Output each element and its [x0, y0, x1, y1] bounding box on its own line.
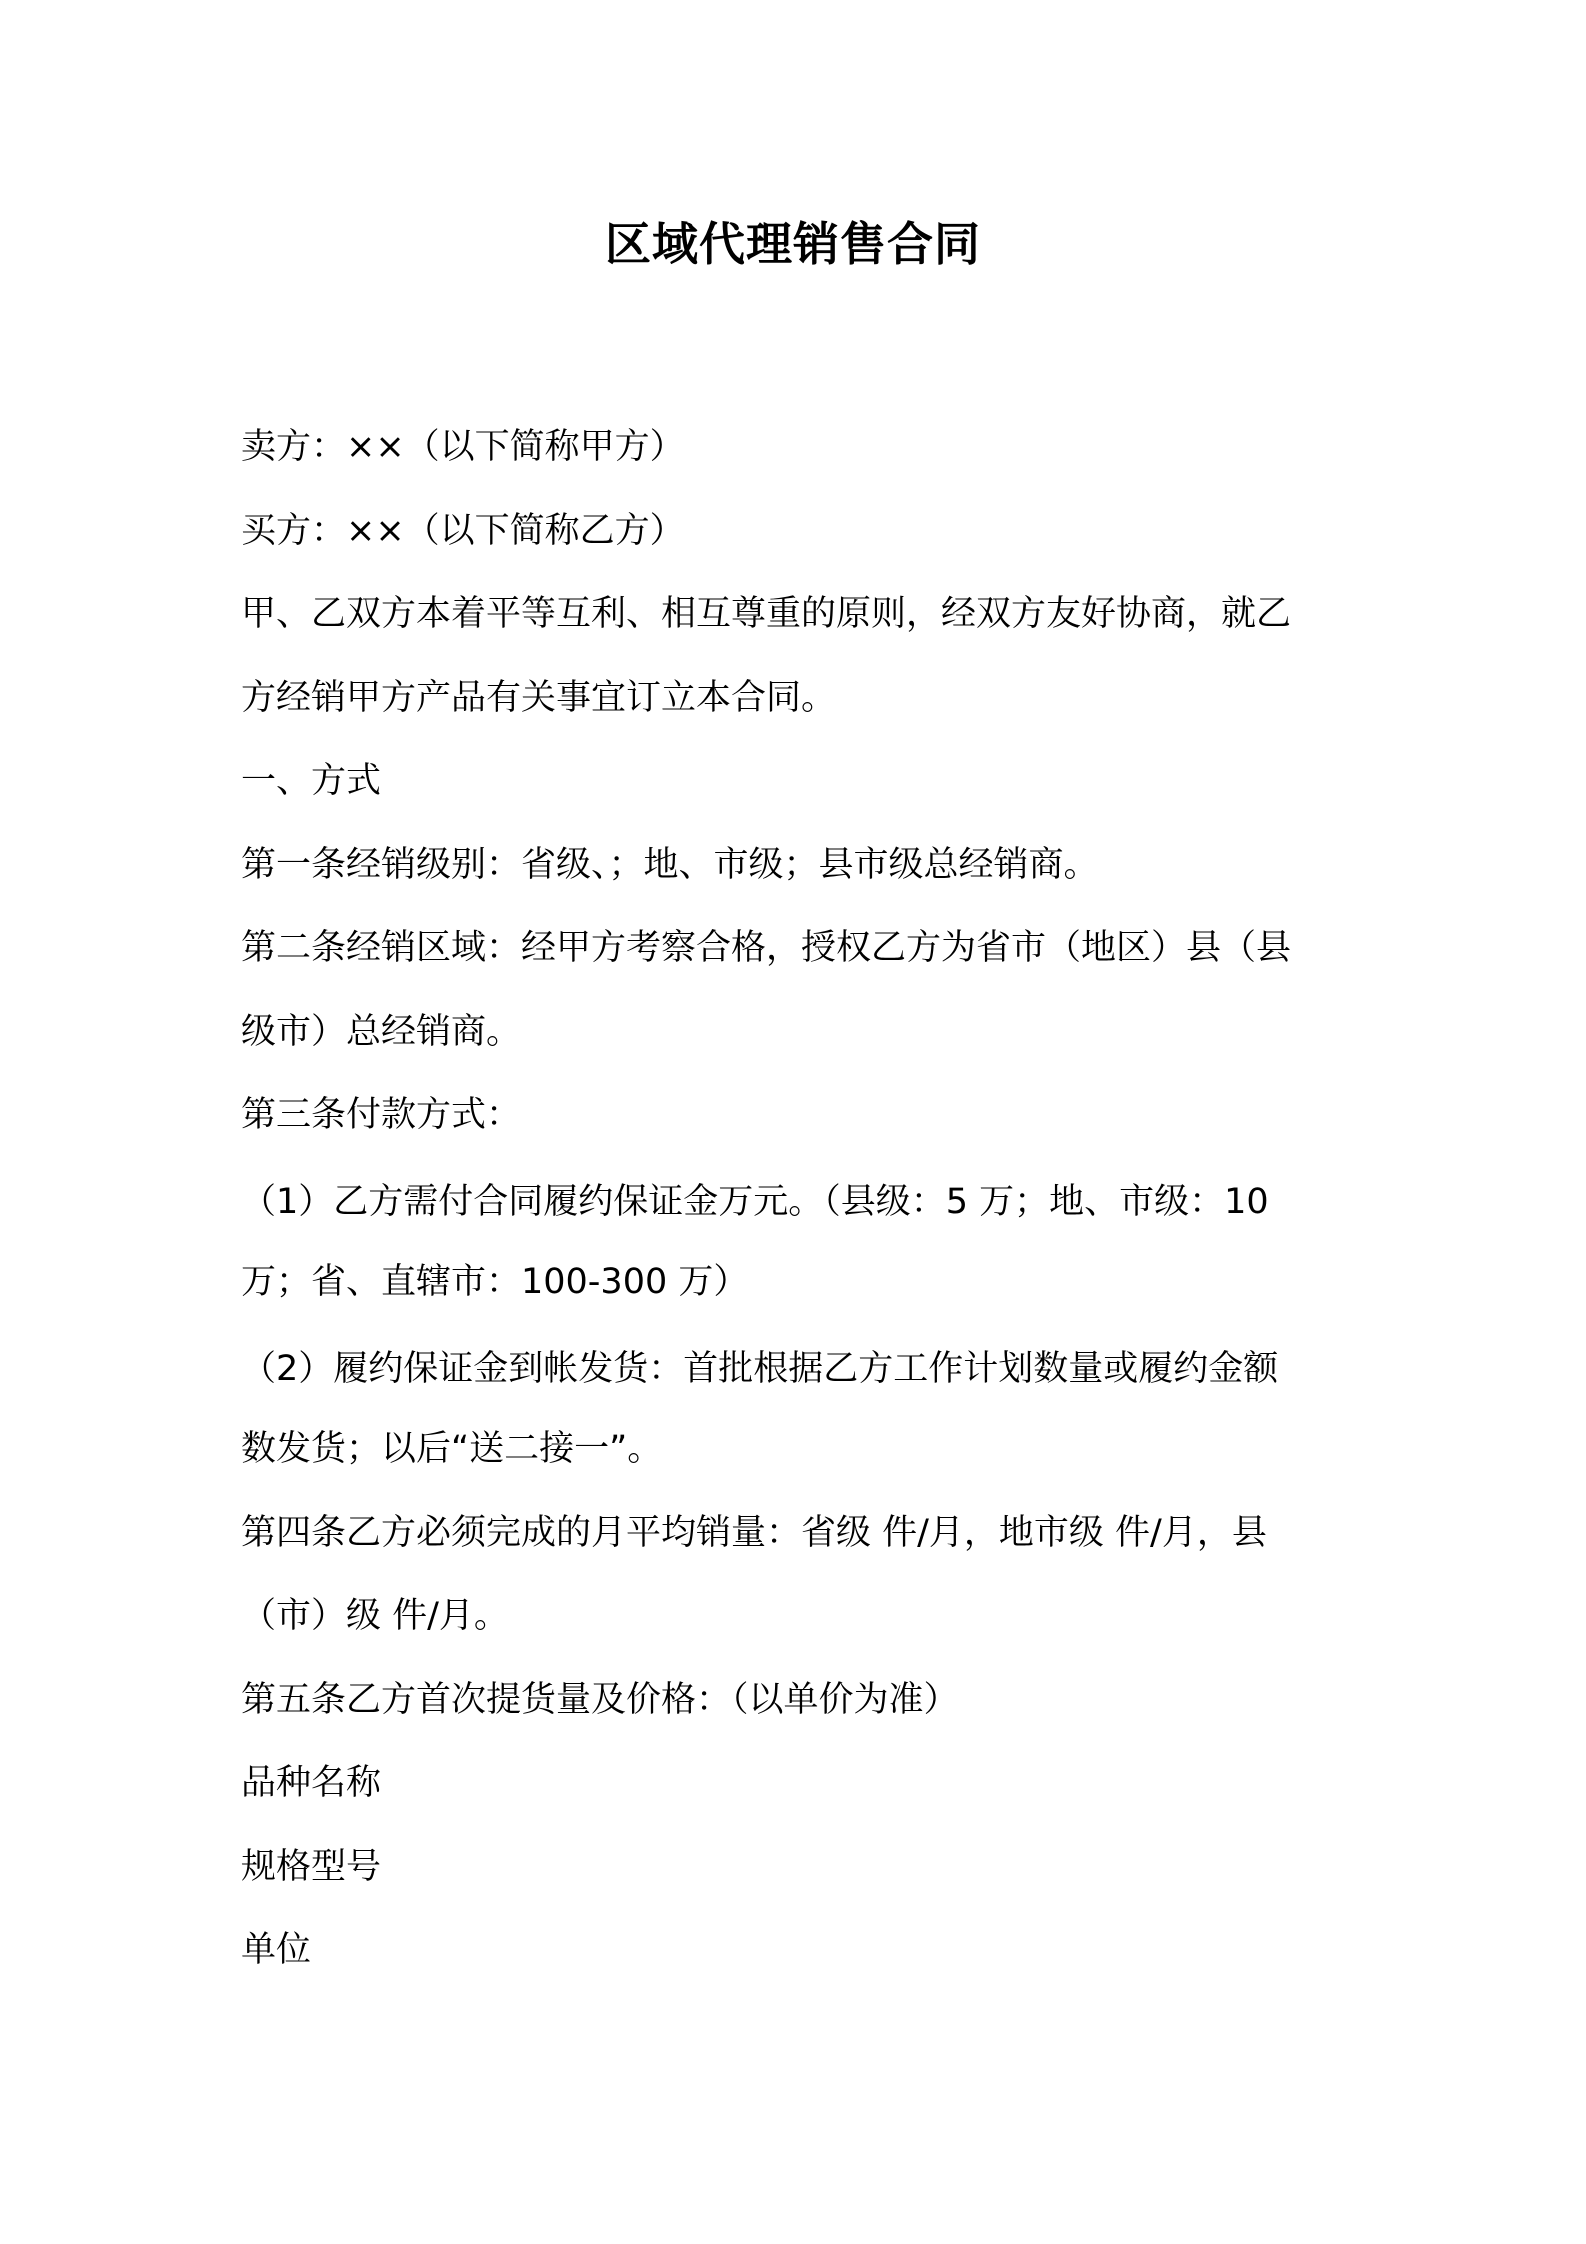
- paragraph-line: 规格型号: [241, 1846, 382, 1887]
- document-title: 区域代理销售合同: [605, 217, 981, 271]
- seller-paragraph: [241, 406, 1361, 490]
- article-4: [241, 1492, 1361, 1659]
- paragraph-line: 数发货；以后“送二接一”。: [241, 1429, 663, 1469]
- section-heading: [241, 740, 1361, 824]
- article-3-item-2: [241, 1325, 1361, 1492]
- buyer-paragraph: [241, 490, 1361, 574]
- article-5: [241, 1659, 1361, 1743]
- paragraph-line: 方经销甲方产品有关事宜订立本合同。: [241, 677, 837, 718]
- paragraph-line: （2）履约保证金到帐发货：首批根据乙方工作计划数量或履约金额: [241, 1348, 1279, 1389]
- paragraph-line: 第三条付款方式：: [241, 1095, 522, 1135]
- paragraph-line: 第二条经销区域：经甲方考察合格，授权乙方为省市（地区）县（县: [241, 928, 1292, 968]
- article-2: [241, 907, 1361, 1074]
- paragraph-line: （市）级 件/月。: [241, 1596, 509, 1636]
- article-3: [241, 1074, 1361, 1158]
- paragraph-line: 买方：××（以下简称乙方）: [241, 510, 685, 551]
- paragraph-line: 第一条经销级别：省级、；地、市级；县市级总经销商。: [241, 844, 1099, 885]
- preamble-paragraph: [241, 573, 1361, 740]
- paragraph-line: 单位: [241, 1930, 312, 1970]
- paragraph-line: 甲、乙双方本着平等互利、相互尊重的原则，经双方友好协商，就乙: [241, 594, 1292, 634]
- paragraph-line: 品种名称: [241, 1763, 382, 1803]
- article-3-item-1: [241, 1158, 1361, 1325]
- paragraph-line: 第四条乙方必须完成的月平均销量：省级 件/月，地市级 件/月，县: [241, 1512, 1267, 1553]
- paragraph-line: 一、方式: [241, 761, 382, 801]
- field-spec-model: [241, 1826, 1361, 1910]
- document-body: [241, 406, 1361, 1993]
- paragraph-line: 级市）总经销商。: [241, 1011, 522, 1052]
- paragraph-line: 第五条乙方首次提货量及价格：（以单价为准）: [241, 1679, 959, 1720]
- article-1: [241, 824, 1361, 908]
- paragraph-line: 万；省、直辖市：100-300 万）: [241, 1262, 749, 1302]
- field-product-name: [241, 1742, 1361, 1826]
- paragraph-line: 卖方：××（以下简称甲方）: [241, 427, 685, 467]
- field-unit: [241, 1909, 1361, 1993]
- paragraph-line: （1）乙方需付合同履约保证金万元。（县级：5 万；地、市级：10: [241, 1181, 1269, 1222]
